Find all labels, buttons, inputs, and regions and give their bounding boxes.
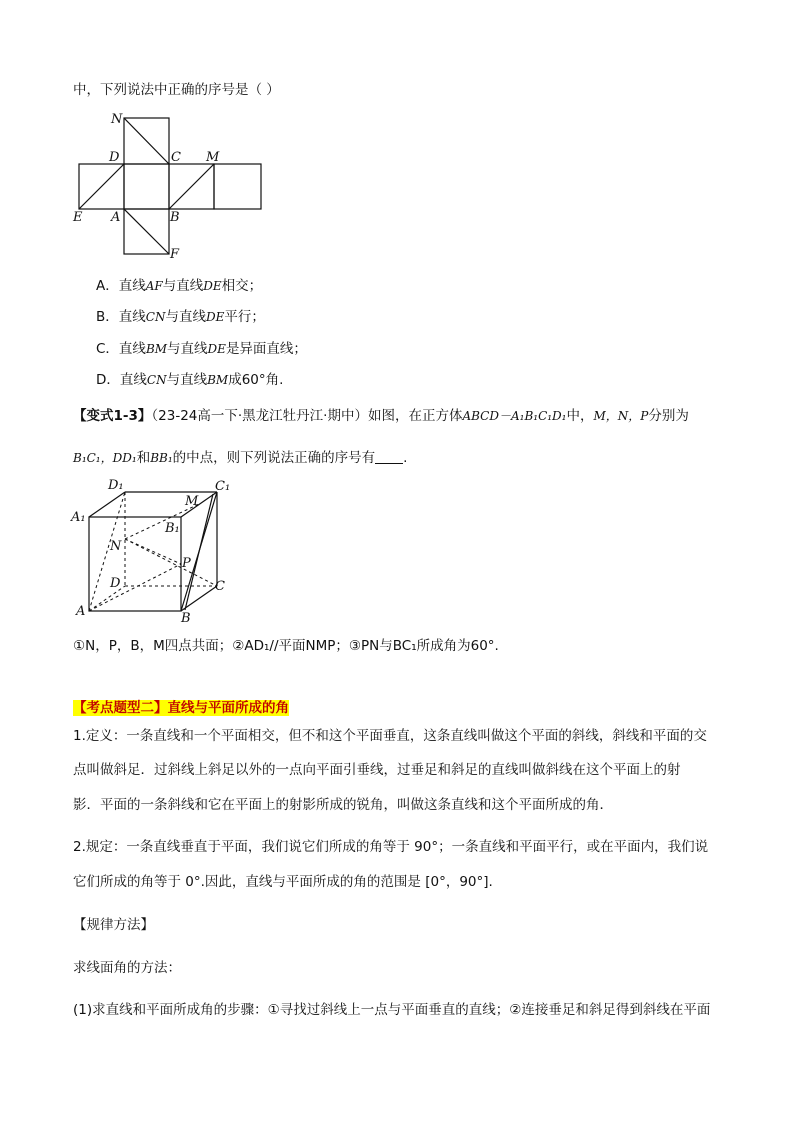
net-label-f: F	[170, 247, 180, 260]
cube-label-d: D	[110, 576, 121, 591]
cube-label-d1: D₁	[108, 478, 124, 493]
question-intro: 中，下列说法中正确的序号是（ ）	[73, 82, 280, 98]
cube-label-m: M	[185, 494, 199, 509]
cube-label-a: A	[76, 604, 86, 619]
cube-label-c1: C₁	[215, 479, 231, 494]
statements-line: ①N，P，B，M四点共面；②AD₁//平面NMP；③PN与BC₁所成角为60°.	[73, 638, 499, 654]
cube-net-figure	[70, 108, 270, 260]
option-b: B．直线CN与直线DE平行；	[96, 309, 265, 325]
cube-label-b1: B₁	[165, 521, 180, 536]
cube-label-p: P	[182, 556, 191, 571]
option-c: C．直线BM与直线DE是异面直线；	[96, 341, 307, 357]
rule-line-2: 它们所成的角等于 0°.因此，直线与平面所成的角的范围是 [0°，90°].	[73, 874, 493, 890]
answer-blank	[375, 449, 403, 464]
cube-label-c: C	[215, 579, 225, 594]
cube-label-n: N	[110, 539, 122, 554]
net-label-a: A	[111, 210, 121, 225]
section-heading: 【考点题型二】直线与平面所成的角	[73, 700, 289, 716]
net-label-d: D	[109, 150, 120, 165]
cube-label-b: B	[181, 611, 191, 626]
cube-figure	[70, 476, 240, 626]
option-a: A．直线AF与直线DE相交；	[96, 278, 263, 294]
definition-line-2: 点叫做斜足．过斜线上斜足以外的一点向平面引垂线，过垂足和斜足的直线叫做斜线在这个平面上的射	[73, 762, 681, 778]
variant-line-2: B₁C₁，DD₁和BB₁的中点，则下列说法正确的序号有 .	[73, 450, 408, 466]
net-label-b: B	[170, 210, 180, 225]
method-tag: 【规律方法】	[73, 917, 154, 933]
variant-line-1: 【变式1-3】（23-24高一下·黑龙江牡丹江·期中）如图，在正方体ABCD－A₁B₁C₁D₁中，M，N，P分别为	[73, 408, 689, 424]
net-label-c: C	[171, 150, 181, 165]
method-step-1: (1)求直线和平面所成角的步骤：①寻找过斜线上一点与平面垂直的直线；②连接垂足和斜足得到斜线在平面	[73, 1002, 711, 1018]
net-label-n: N	[111, 112, 123, 127]
definition-line-1: 1.定义：一条直线和一个平面相交，但不和这个平面垂直，这条直线叫做这个平面的斜线，斜线和平面的交	[73, 728, 707, 744]
definition-line-3: 影．平面的一条斜线和它在平面上的射影所成的锐角，叫做这条直线和这个平面所成的角．	[73, 797, 613, 813]
method-title: 求线面角的方法：	[73, 960, 181, 976]
cube-label-a1: A₁	[71, 510, 86, 525]
rule-line-1: 2.规定：一条直线垂直于平面，我们说它们所成的角等于 90°；一条直线和平面平行，或在平面内，我们说	[73, 839, 709, 855]
net-label-m: M	[206, 150, 220, 165]
net-label-e: E	[73, 210, 83, 225]
option-d: D．直线CN与直线BM成60°角.	[96, 372, 284, 388]
